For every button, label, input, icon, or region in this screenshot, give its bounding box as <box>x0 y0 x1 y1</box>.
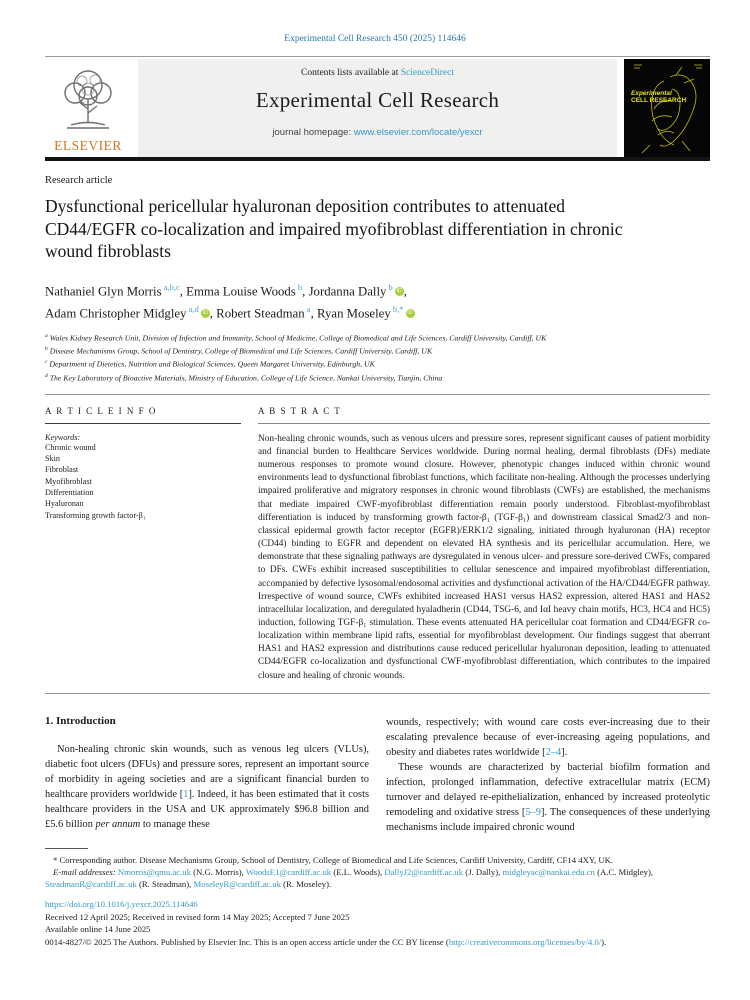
inline-link[interactable]: SteadmanR@cardiff.ac.uk <box>45 878 137 889</box>
article-info-rule <box>45 423 241 424</box>
keyword-item: Fibroblast <box>45 465 79 475</box>
text-segment: (J. Dally), <box>463 866 503 877</box>
author-separator: , <box>403 283 407 298</box>
author-separator: , <box>209 306 217 321</box>
section-rule-2 <box>45 693 710 694</box>
author-affiliation-sup: a,d <box>186 303 199 314</box>
abstract-text: Non-healing chronic wounds, such as venous ulcers and pressure sores, represent significant causes of patient morbidity and financial burden to Healthcare Services worldwide. During normal healing, dermal fibroblasts (DFs) mediate numerous responses to promote wound closure. However, phenotypic changes induced within chronic wound environments lead to dysfunctional fibroblast functions, which facilitate non-healing. Although the processes underlying impaired proliferative and migratory responses in chronic wound fibroblasts (CWFs) are established, the mechanisms that mediate impaired CWF-myofibroblast differentiation remain poorly understood. Fibroblast-myofibroblast differentiation is induced by transforming growth factor-β₁ (TGF-β₁) and downstream classical Smad2/3 and non-classical epidermal growth factor receptor (EGFR)/ERK1/2 signaling, initiated through hyaluronan (HA) receptor (CD44) binding to EGFR and dependent on elevated HA synthesis and its pericellular accumulation. Here, we demonstrate that these signaling pathways are dysregulated in venous ulcer- and pressure sore-derived CWFs, compared to DFs. CWFs exhibit increased susceptibilities to cellular senescence and impaired myofibroblast differentiation, accompanied by defective lysosomal/endosomal activities and dysfunctional activation of the HA/CD44/EGFR pathway. Irrespective of wound source, CWFs exhibited increased HAS1 versus HAS2 expression, altered HAS1 and HAS2 intracellular localization, and deregulated hyaladherin (CD44, TSG-6, and IαI heavy chain motifs, HC3, HC4 and HC5) induction, following TGF-β₁ stimulation. These events attenuated HA pericellular coat formation and CD44/EGFR co-localization within membrane lipid rafts, essential for myofibroblast development. Our findings suggest that aberrant HAS1 and HAS2 expression and distributions cause reduced pericellular hyaluronan deposition, leading to attenuated CD44/EGFR co-localization and dysfunctional CWF-myofibroblast differentiation, which contributes to the impaired closure and healing of chronic wounds. <box>258 433 710 681</box>
sciencedirect-link[interactable]: ScienceDirect <box>400 68 454 78</box>
intro-right-column <box>386 715 710 835</box>
cover-title <box>631 91 686 105</box>
text-segment: (R. Moseley). <box>280 878 332 889</box>
text-segment: 0014-4827/© 2025 The Authors. Published by Elsevier Inc. This is an open access article under the CC BY license ( <box>45 936 449 947</box>
cover-title-line1: Experimental <box>631 90 672 97</box>
text-segment: (E.L. Woods), <box>331 866 385 877</box>
keyword-item: Hyaluronan <box>45 499 84 509</box>
author-name: Robert Steadman <box>216 306 305 321</box>
text-segment: E-mail addresses: <box>53 866 118 877</box>
text-segment: ]. <box>561 746 568 758</box>
keyword-item: Transforming growth factor-β₁ <box>45 510 146 520</box>
author-affiliation-sup: a <box>304 303 311 314</box>
author-separator: , <box>179 283 187 298</box>
affiliation-list <box>45 331 710 384</box>
keyword-item: Differentiation <box>45 487 94 497</box>
intro-paragraph-left <box>45 742 369 832</box>
author-name: Nathaniel Glyn Morris <box>45 283 162 298</box>
article-info-heading: A R T I C L E I N F O <box>45 405 157 416</box>
keywords-list <box>45 442 241 521</box>
available-online-date: Available online 14 June 2025 <box>45 924 151 935</box>
elsevier-tree-icon <box>53 65 123 137</box>
elsevier-wordmark: ELSEVIER <box>54 138 122 153</box>
footnote-separator <box>45 848 88 849</box>
affiliation: $^c$ Department of Dietetics, Nutrition and Biological Sciences, Queen Margaret University, Edinburgh, UK <box>45 359 375 369</box>
text-segment: These wounds are characterized by bacterial biofilm formation and infection, prolonged inflammation, defective extracellular matrix (ECM) turnover and delayed re-epithelialization, enhanced by increased proteolytic remodeling and oxidative stress [ <box>386 761 710 818</box>
intro-left-column <box>45 715 369 835</box>
homepage-prefix: journal homepage: <box>272 127 354 138</box>
introduction-heading: 1. Introduction <box>45 714 116 727</box>
affiliation: $^b$ Disease Mechanisms Group, School of Dentistry, College of Biomedical and Life Sciences, Cardiff University, Cardiff, UK <box>45 346 433 356</box>
text-segment: ). <box>601 936 607 947</box>
homepage-line <box>138 127 617 138</box>
affiliation: $^a$ Wales Kidney Research Unit, Division of Infection and Immunity, School of Medicine, College of Biomedical and Life Sciences, Cardiff University, Cardiff, UK <box>45 333 547 343</box>
text-segment: ]. The consequences of these underlying mechanisms include impaired chronic wound <box>386 806 710 833</box>
text-segment: (R. Steadman), <box>136 878 194 889</box>
intro-paragraph-right-2 <box>386 760 710 835</box>
received-dates: Received 12 April 2025; Received in revised form 14 May 2025; Accepted 7 June 2025 <box>45 912 350 923</box>
homepage-link[interactable]: www.elsevier.com/locate/yexcr <box>353 127 483 138</box>
journal-citation[interactable]: Experimental Cell Research 450 (2025) 114646 <box>284 34 466 44</box>
author-name: Ryan Moseley <box>316 306 391 321</box>
author-affiliation-sup: b,* <box>390 303 404 314</box>
inline-link[interactable]: DallyJ2@cardiff.ac.uk <box>384 866 464 877</box>
cover-art <box>624 59 710 157</box>
journal-banner <box>138 59 617 157</box>
text-segment: (A.C. Midgley), <box>594 866 654 877</box>
footnote-block <box>45 854 710 890</box>
orcid-icon[interactable]: iD <box>396 287 402 294</box>
abstract-heading: A B S T R A C T <box>258 405 342 416</box>
inline-link[interactable]: WoodsE1@cardiff.ac.uk <box>245 866 332 877</box>
masthead <box>45 56 710 157</box>
orcid-icon[interactable]: iD <box>407 310 413 317</box>
article-info-column <box>45 406 241 683</box>
inline-link[interactable]: midgleyac@nankai.edu.cn <box>502 866 595 877</box>
inline-link[interactable]: http://creativecommons.org/licenses/by/4.0/ <box>448 936 602 947</box>
header-divider-bar <box>45 157 710 161</box>
abstract-rule <box>258 423 710 424</box>
author-separator: , <box>310 306 317 321</box>
text-segment: per annum <box>95 818 141 830</box>
journal-cover-thumbnail[interactable] <box>624 59 710 157</box>
inline-link[interactable]: Nmorris@qmu.ac.uk <box>117 866 191 877</box>
article-title: Dysfunctional pericellular hyaluronan deposition contributes to attenuated CD44/EGFR co-localization and impaired myofibroblast differentiation in chronic wound fibroblasts <box>45 196 623 261</box>
inline-link[interactable]: 5–9 <box>525 806 541 818</box>
orcid-icon[interactable]: iD <box>202 310 208 317</box>
author-name: Emma Louise Woods <box>186 283 296 298</box>
cover-title-line2: CELL RESEARCH <box>631 96 687 104</box>
author-list <box>45 278 710 323</box>
author-affiliation-sup: b <box>295 281 303 292</box>
affiliation: $^d$ The Key Laboratory of Bioactive Materials, Ministry of Education, College of Life Science, Nankai University, Tianjin, China <box>45 372 443 383</box>
author-separator: , <box>302 283 309 298</box>
author-name: Jordanna Dally <box>308 283 387 298</box>
author-affiliation-sup: a,b,c <box>161 281 180 292</box>
inline-link[interactable]: 2–4 <box>545 746 562 758</box>
author-affiliation-sup: b <box>386 281 393 292</box>
introduction-section <box>45 715 710 835</box>
text-segment: ]. Indeed, it has been estimated that it costs healthcare providers in the USA and UK approximately $96.8 billion and £5.6 billion <box>45 788 369 830</box>
elsevier-logo[interactable] <box>45 59 131 157</box>
doi-link[interactable]: https://doi.org/10.1016/j.yexcr.2025.114646 <box>45 899 198 910</box>
contents-prefix: Contents lists available at <box>300 68 401 78</box>
article-type-label: Research article <box>45 175 113 186</box>
text-segment: (N.G. Morris), <box>190 866 246 877</box>
inline-link[interactable]: MoseleyR@cardiff.ac.uk <box>193 878 281 889</box>
keyword-item: Skin <box>45 454 61 464</box>
text-segment: to manage these <box>140 818 210 830</box>
contents-line <box>138 68 617 78</box>
intro-paragraph-right-1 <box>386 715 710 760</box>
corresponding-author-note: * Corresponding author. Disease Mechanisms Group, School of Dentistry, College of Biomedical and Life Sciences, Cardiff University, Cardiff, CF14 4XY, UK. <box>53 854 614 865</box>
keyword-item: Myofibroblast <box>45 476 92 486</box>
text-segment: Non-healing chronic skin wounds, such as venous leg ulcers (VLUs), diabetic foot ulcers (DFUs) and pressure sores, represent an important source of morbidity in ageing societies and are a significant financial burden to healthcare providers worldwide [ <box>45 743 369 800</box>
copyright-line <box>45 936 710 948</box>
text-segment: wounds, respectively; with wound care costs ever-increasing due to their escalating prevalence because of ever-increasing ageing populations, and obesity and diabetes rates worldwide [ <box>386 716 710 758</box>
author-name: Adam Christopher Midgley <box>45 306 187 321</box>
journal-title: Experimental Cell Research <box>255 88 500 112</box>
section-rule <box>45 394 710 395</box>
keywords-label: Keywords: <box>45 432 81 442</box>
abstract-column <box>258 406 710 683</box>
keyword-item: Chronic wound <box>45 442 96 452</box>
email-addresses-line <box>45 866 710 890</box>
inline-link[interactable]: 1 <box>183 788 189 800</box>
